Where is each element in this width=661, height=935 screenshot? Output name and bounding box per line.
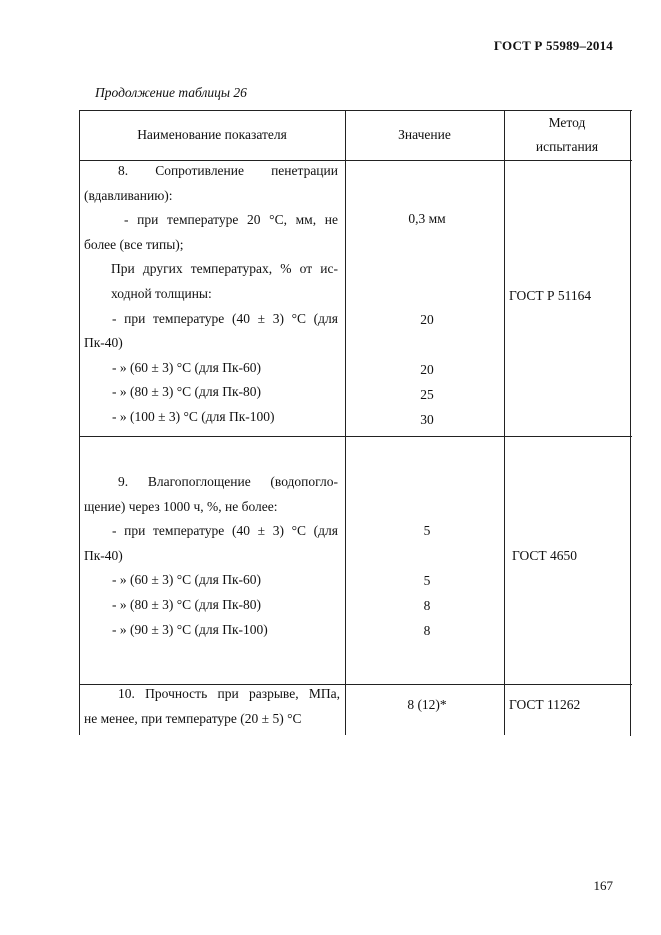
row-10-line-2: не менее, при температуре (20 ± 5) °С: [84, 710, 302, 726]
row-10-value-1: 8 (12)*: [407, 697, 447, 712]
data-table: [79, 110, 632, 735]
row-8-line-10: - » (80 ± 3) °С (для Пк-80): [112, 384, 262, 400]
column-divider-1: [345, 110, 346, 735]
row-9-line-7: - » (90 ± 3) °С (для Пк-100): [112, 621, 268, 637]
row-8-line-3: - при температуре 20 °С, мм, не: [124, 212, 338, 228]
row-9-line-1: 9. Влагопоглощение (водопогло-: [118, 474, 338, 489]
row-8-line-2: (вдавливанию):: [84, 187, 173, 203]
row-8-line-1: 8. Сопротивление пенетрации: [118, 163, 338, 178]
header-method-line-2: испытания: [535, 139, 599, 154]
row-9-line-3: - при температуре (40 ± 3) °С (для: [112, 523, 338, 539]
row-8-line-4: более (все типы);: [84, 236, 184, 252]
row-9-line-2: щение) через 1000 ч, %, не более:: [84, 498, 278, 514]
row-8-line-11: - » (100 ± 3) °С (для Пк-100): [112, 408, 275, 424]
row-9-value-2: 5: [423, 573, 431, 588]
row-8-line-8: Пк-40): [84, 335, 123, 351]
row-8-name: [84, 159, 338, 430]
row-9-value-4: 8: [423, 623, 431, 638]
header-method: [504, 110, 630, 160]
row-8-bottom-border: [79, 436, 632, 437]
row-8-line-7: - при температуре (40 ± 3) °С (для: [112, 310, 338, 326]
row-8-value-4: 25: [420, 387, 434, 402]
header-name: Наименование показателя: [137, 126, 287, 142]
table-left-border: [79, 110, 80, 735]
row-9-line-4: Пк-40): [84, 547, 123, 563]
row-9-name: [84, 470, 338, 642]
row-9-method: ГОСТ 4650: [512, 548, 578, 563]
row-9-value-1: 5: [423, 523, 431, 538]
row-8-value-5: 30: [420, 412, 434, 427]
header-method-line-1: Метод: [548, 115, 586, 130]
row-10-line-1: 10. Прочность при разрыве, МПа,: [118, 686, 340, 701]
table-right-border: [630, 110, 631, 736]
row-8-value-2: 20: [420, 312, 434, 327]
row-8-value-3: 20: [420, 362, 434, 377]
row-8-line-9: - » (60 ± 3) °С (для Пк-60): [112, 359, 262, 375]
table-caption: Продолжение таблицы 26: [95, 85, 247, 100]
row-9-value-3: 8: [423, 598, 431, 613]
row-9-line-6: - » (80 ± 3) °С (для Пк-80): [112, 596, 262, 612]
row-8-line-6: ходной толщины:: [111, 285, 212, 301]
row-8-value-1: 0,3 мм: [408, 211, 446, 226]
page-number: 167: [593, 878, 613, 893]
document-header: ГОСТ Р 55989–2014: [493, 38, 613, 53]
row-8-method: ГОСТ Р 51164: [509, 288, 592, 303]
row-9-line-5: - » (60 ± 3) °С (для Пк-60): [112, 572, 262, 588]
row-10-name: [84, 682, 340, 731]
row-10-method: ГОСТ 11262: [509, 697, 581, 712]
header-value: Значение: [398, 126, 451, 142]
row-8-line-5: При других температурах, % от ис-: [111, 261, 338, 277]
